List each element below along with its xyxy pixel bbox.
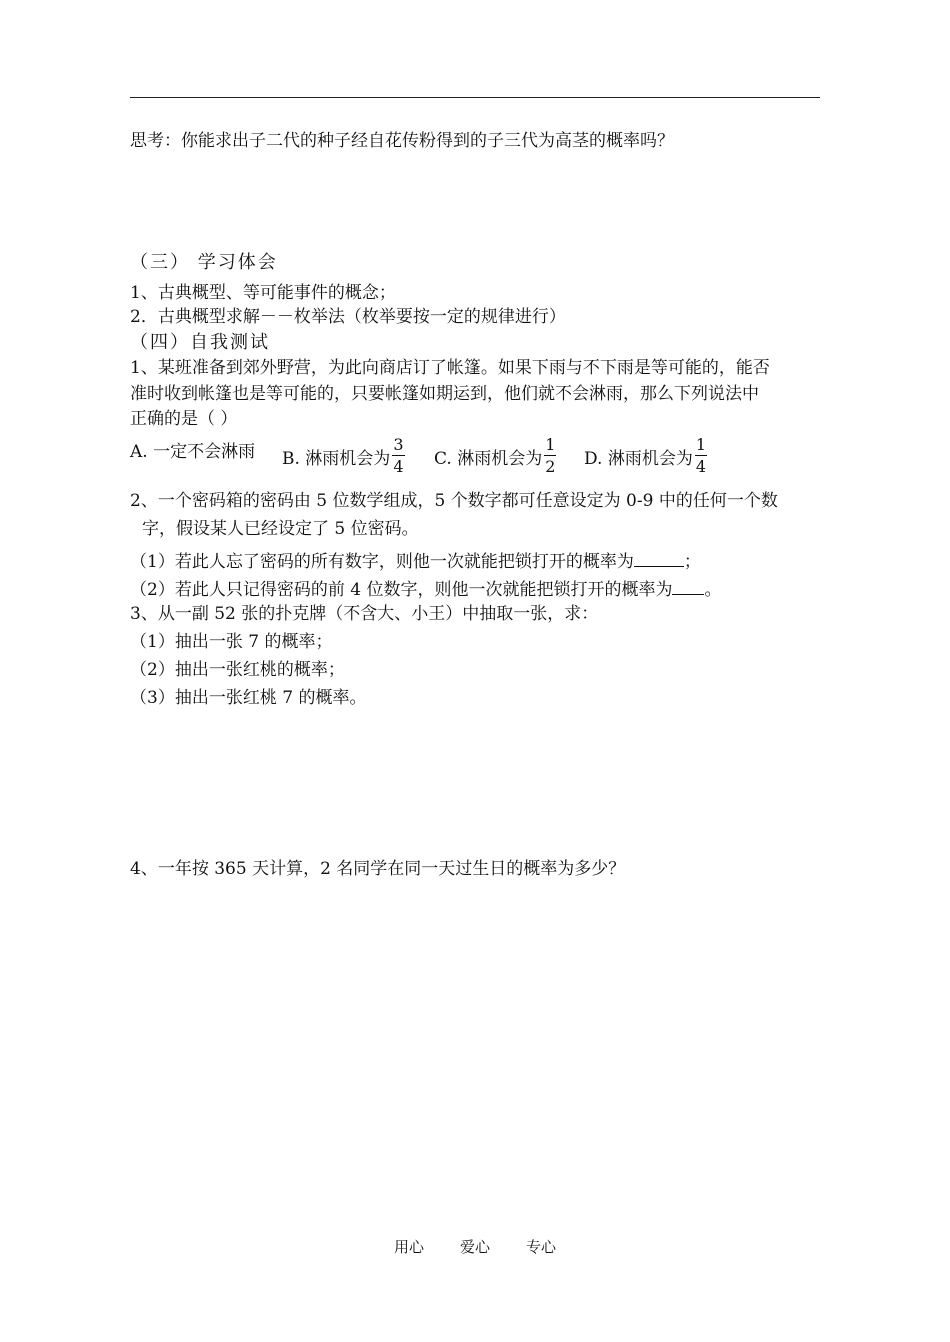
q1-line-2: 准时收到帐篷也是等可能的，只要帐篷如期运到，他们就不会淋雨，那么下列说法中 [130, 384, 759, 404]
q1-option-d-fraction [695, 437, 707, 475]
q1-option-d [584, 437, 709, 475]
q2-sub-2-text: （2）若此人只记得密码的前 4 位数字，则他一次就能把锁打开的概率为 [130, 580, 673, 600]
fraction-numerator: 1 [545, 435, 556, 454]
q2-stem-line-1: 2、一个密码箱的密码由 5 位数学组成，5 个数字都可任意设定为 0-9 中的任何一个数 [130, 491, 778, 511]
think-question: 思考：你能求出子二代的种子经自花传粉得到的子三代为高茎的概率吗？ [130, 131, 674, 151]
q1-option-a-label: A. 一定不会淋雨 [130, 442, 256, 462]
q3-sub-3: （3）抽出一张红桃 7 的概率。 [130, 688, 367, 708]
q2-stem-line-2: 字，假设某人已经设定了 5 位密码。 [142, 519, 419, 539]
section4-title: （四）自我测试 [130, 332, 270, 353]
answer-blank[interactable] [634, 550, 684, 567]
q1-line-1: 1、某班准备到郊外野营，为此向商店订了帐篷。如果下雨与不下雨是等可能的，能否 [130, 358, 770, 378]
q3-stem: 3、从一副 52 张的扑克牌（不含大、小王）中抽取一张，求： [130, 604, 599, 624]
q4-stem: 4、一年按 365 天计算，2 名同学在同一天过生日的概率为多少？ [130, 859, 626, 879]
answer-blank[interactable] [672, 578, 704, 595]
q1-line-3: 正确的是（ ） [130, 409, 238, 429]
q2-sub-1-text: （1）若此人忘了密码的所有数字，则他一次就能把锁打开的概率为 [130, 552, 634, 572]
q1-option-c-label: C. 淋雨机会为 [434, 448, 543, 469]
q1-option-c [434, 437, 558, 475]
footer-text-3: 专心 [526, 1238, 557, 1256]
q3-sub-1: （1）抽出一张 7 的概率； [130, 632, 333, 652]
section3-title: （三） 学习体会 [130, 252, 278, 273]
q2-sub-1 [130, 550, 701, 571]
footer-text-2: 爱心 [459, 1238, 490, 1256]
q2-sub-2-end: 。 [704, 580, 722, 600]
fraction-numerator: 1 [695, 435, 707, 454]
q2-sub-2 [130, 578, 721, 599]
fraction-denominator: 4 [393, 457, 404, 476]
q1-option-b-fraction [392, 437, 404, 475]
q2-sub-1-end: ； [683, 552, 701, 572]
page-footer [0, 1236, 950, 1257]
q1-option-d-label: D. 淋雨机会为 [584, 448, 693, 469]
q1-option-c-fraction [544, 437, 556, 475]
q1-option-b-label: B. 淋雨机会为 [282, 448, 391, 469]
header-rule [130, 97, 820, 98]
fraction-numerator: 3 [393, 435, 404, 454]
q1-option-b [282, 437, 407, 475]
q1-option-a [130, 437, 255, 462]
fraction-denominator: 2 [545, 457, 556, 476]
footer-text-1: 用心 [393, 1238, 424, 1256]
q3-sub-2: （2）抽出一张红桃的概率； [130, 660, 345, 680]
fraction-denominator: 4 [695, 457, 707, 476]
section3-item-1: 1、古典概型、等可能事件的概念； [130, 283, 396, 303]
section3-item-2: 2．古典概型求解－－枚举法（枚举要按一定的规律进行） [130, 307, 566, 327]
